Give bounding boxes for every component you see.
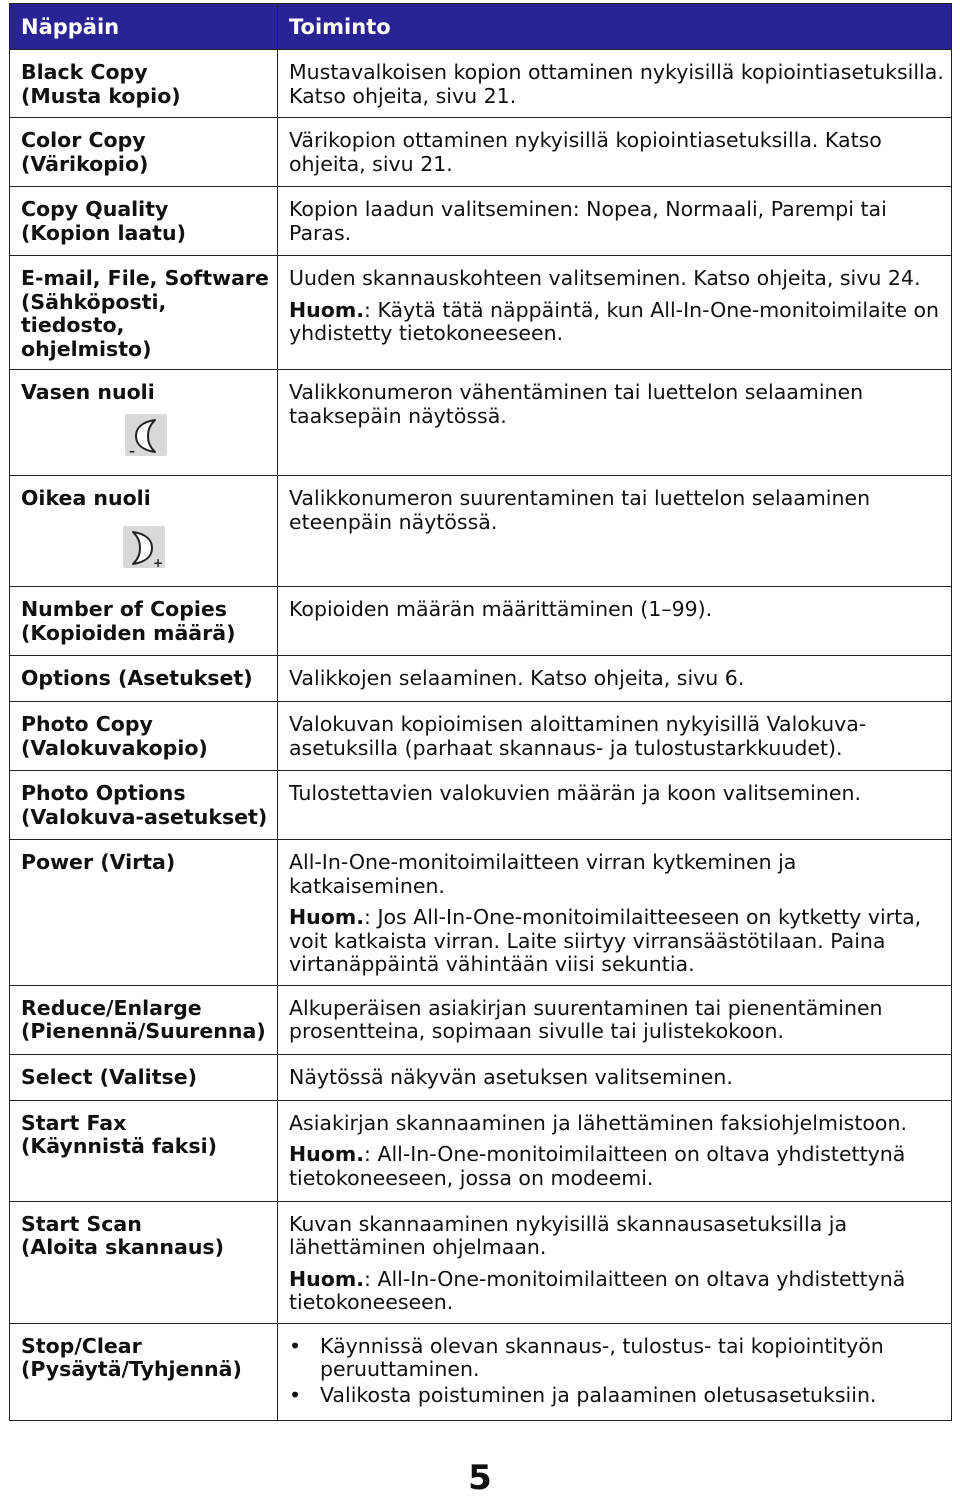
note-text [289,299,945,346]
note-body: All-In-One-monitoimilaitteen on oltava yhdistettynä tietokoneeseen, jossa on modeemi. [289,1142,906,1190]
table-row [10,840,952,986]
bullet-list [289,1335,945,1408]
function-text: Asiakirjan skannaaminen ja lähettäminen faksiohjelmistoon. [289,1110,907,1135]
table-row [10,587,952,656]
note-label: Huom. [289,1266,364,1291]
key-name-line: (Pienennä/Suurenna) [21,1019,266,1043]
function-cell [278,187,952,256]
note-label: Huom. [289,297,364,322]
key-name-line: (Pysäytä/Tyhjennä) [21,1357,242,1381]
key-name-line: Oikea nuoli [21,486,151,510]
note-label: Huom. [289,905,364,929]
note-body: Käytä tätä näppäintä, kun All-In-One-monitoimilaite on yhdistetty tietokoneeseen. [289,297,940,345]
list-item [289,1384,945,1408]
key-name-cell [10,187,278,256]
key-name-line: (Sähköposti, tiedosto, [21,289,167,337]
function-cell [278,656,952,702]
key-name-line: Options (Asetukset) [21,666,253,690]
function-text: Alkuperäisen asiakirjan suurentaminen tai pienentäminen prosentteina, sopimaan sivulle tai julistekokoon. [289,995,883,1043]
function-cell [278,118,952,187]
key-name-cell [10,1054,278,1100]
key-name-cell [10,256,278,370]
function-cell [278,985,952,1054]
note-label: Huom. [289,1142,364,1166]
key-name-cell [10,1323,278,1420]
note-text [289,1268,945,1315]
key-name-cell [10,771,278,840]
function-cell [278,771,952,840]
table-row [10,1323,952,1420]
function-text: Uuden skannauskohteen valitseminen. Katso ohjeita, sivu 24. [289,266,921,290]
function-cell [278,1054,952,1100]
key-name-cell [10,118,278,187]
list-item-text: Käynnissä olevan skannaus-, tulostus- tai kopiointityön peruuttaminen. [320,1333,884,1381]
table-row [10,50,952,118]
table-row [10,187,952,256]
list-item [289,1335,945,1382]
function-cell [278,256,952,370]
function-cell [278,370,952,476]
table-row [10,985,952,1054]
key-name-line: Start Scan [21,1211,142,1236]
function-text: Kuvan skannaaminen nykyisillä skannausasetuksilla ja lähettäminen ohjelmaan. [289,1211,848,1259]
key-name-line: Black Copy [21,60,148,84]
function-text: All-In-One-monitoimilaitteen virran kytkeminen ja katkaiseminen. [289,850,797,898]
key-name-line: (Valokuvakopio) [21,735,208,760]
function-text: Valokuvan kopioimisen aloittaminen nykyisillä Valokuva-asetuksilla (parhaat skannaus- ja tulostustarkkuudet). [289,712,867,760]
key-name-line: Photo Options [21,781,186,805]
function-cell [278,840,952,986]
key-name-line: Photo Copy [21,712,153,736]
key-name-line: (Kopion laatu) [21,220,186,245]
key-name-cell [10,476,278,587]
minus-sign: – [129,443,135,458]
table-row [10,1100,952,1201]
key-name-cell [10,50,278,118]
key-name-cell [10,1201,278,1323]
function-text: Kopion laadun valitseminen: Nopea, Normaali, Parempi tai Paras. [289,197,887,245]
key-name-cell [10,985,278,1054]
function-text: Kopioiden määrän määrittäminen (1–99). [289,597,713,621]
table-row [10,771,952,840]
key-name-line: Stop/Clear [21,1333,142,1358]
key-name-cell [10,1100,278,1201]
left-arrow-minus-icon [122,414,168,458]
function-cell [278,587,952,656]
key-name-line: (Värikopio) [21,151,149,176]
key-function-table [9,3,952,1421]
key-name-line: Power (Virta) [21,850,176,874]
note-body: Jos All-In-One-monitoimilaitteeseen on kytketty virta, voit katkaista virran. Laite siirtyy virransäästötilaan. Paina virtanäppäintä vähintään viisi sekuntia. [289,905,922,976]
bullet-icon: • [289,1382,302,1407]
table-row [10,118,952,187]
table-row [10,1054,952,1100]
plus-sign: + [153,555,164,570]
function-text: Valikkonumeron vähentäminen tai luettelon selaaminen taaksepäin näytössä. [289,380,864,428]
right-arrow-plus-icon [122,526,168,570]
note-label-suffix: : [363,1266,371,1291]
note-text [289,1143,945,1190]
function-cell [278,1323,952,1420]
function-cell [278,1100,952,1201]
key-name-cell [10,702,278,771]
key-name-cell [10,370,278,476]
key-name-line: (Musta kopio) [21,83,181,108]
key-name-line: ohjelmisto) [21,336,152,361]
key-name-line: (Aloita skannaus) [21,1235,224,1259]
key-name-cell [10,840,278,986]
key-name-line: (Valokuva-asetukset) [21,804,268,829]
column-header-function: Toiminto [278,4,952,50]
note-body: All-In-One-monitoimilaitteen on oltava yhdistettynä tietokoneeseen. [289,1266,906,1314]
key-name-line: Select (Valitse) [21,1064,197,1089]
table-header-row [10,4,952,50]
key-name-line: E-mail, File, Software [21,266,269,290]
bullet-icon: • [289,1333,302,1358]
table-row [10,370,952,476]
list-item-text: Valikosta poistuminen ja palaaminen oletusasetuksiin. [320,1382,877,1407]
function-text: Valikkojen selaaminen. Katso ohjeita, sivu 6. [289,666,745,690]
table-row [10,256,952,370]
function-cell [278,476,952,587]
key-name-line: Vasen nuoli [21,380,155,404]
page-number: 5 [468,1458,492,1498]
note-text [289,906,945,977]
function-text: Mustavalkoisen kopion ottaminen nykyisillä kopiointiasetuksilla. Katso ohjeita, sivu 21. [289,60,944,108]
key-name-line: Copy Quality [21,197,169,221]
function-text: Valikkonumeron suurentaminen tai luettelon selaaminen eteenpäin näytössä. [289,486,871,534]
table-row [10,656,952,702]
note-label-suffix: : [363,297,371,322]
function-cell [278,702,952,771]
table-row [10,476,952,587]
function-text: Värikopion ottaminen nykyisillä kopiointiasetuksilla. Katso ohjeita, sivu 21. [289,128,882,176]
table-row [10,702,952,771]
key-name-line: Start Fax [21,1110,127,1135]
table-row [10,1201,952,1323]
key-name-line: (Kopioiden määrä) [21,620,236,645]
function-cell [278,50,952,118]
note-label-suffix: : [363,1142,371,1166]
key-name-line: Color Copy [21,128,146,152]
key-name-line: (Käynnistä faksi) [21,1134,217,1158]
key-name-line: Reduce/Enlarge [21,995,202,1020]
note-label-suffix: : [363,905,371,929]
key-name-cell [10,587,278,656]
function-cell [278,1201,952,1323]
key-name-line: Number of Copies [21,597,228,621]
column-header-key: Näppäin [10,4,278,50]
key-name-cell [10,656,278,702]
function-text: Näytössä näkyvän asetuksen valitseminen. [289,1064,733,1089]
function-text: Tulostettavien valokuvien määrän ja koon valitseminen. [289,781,861,805]
